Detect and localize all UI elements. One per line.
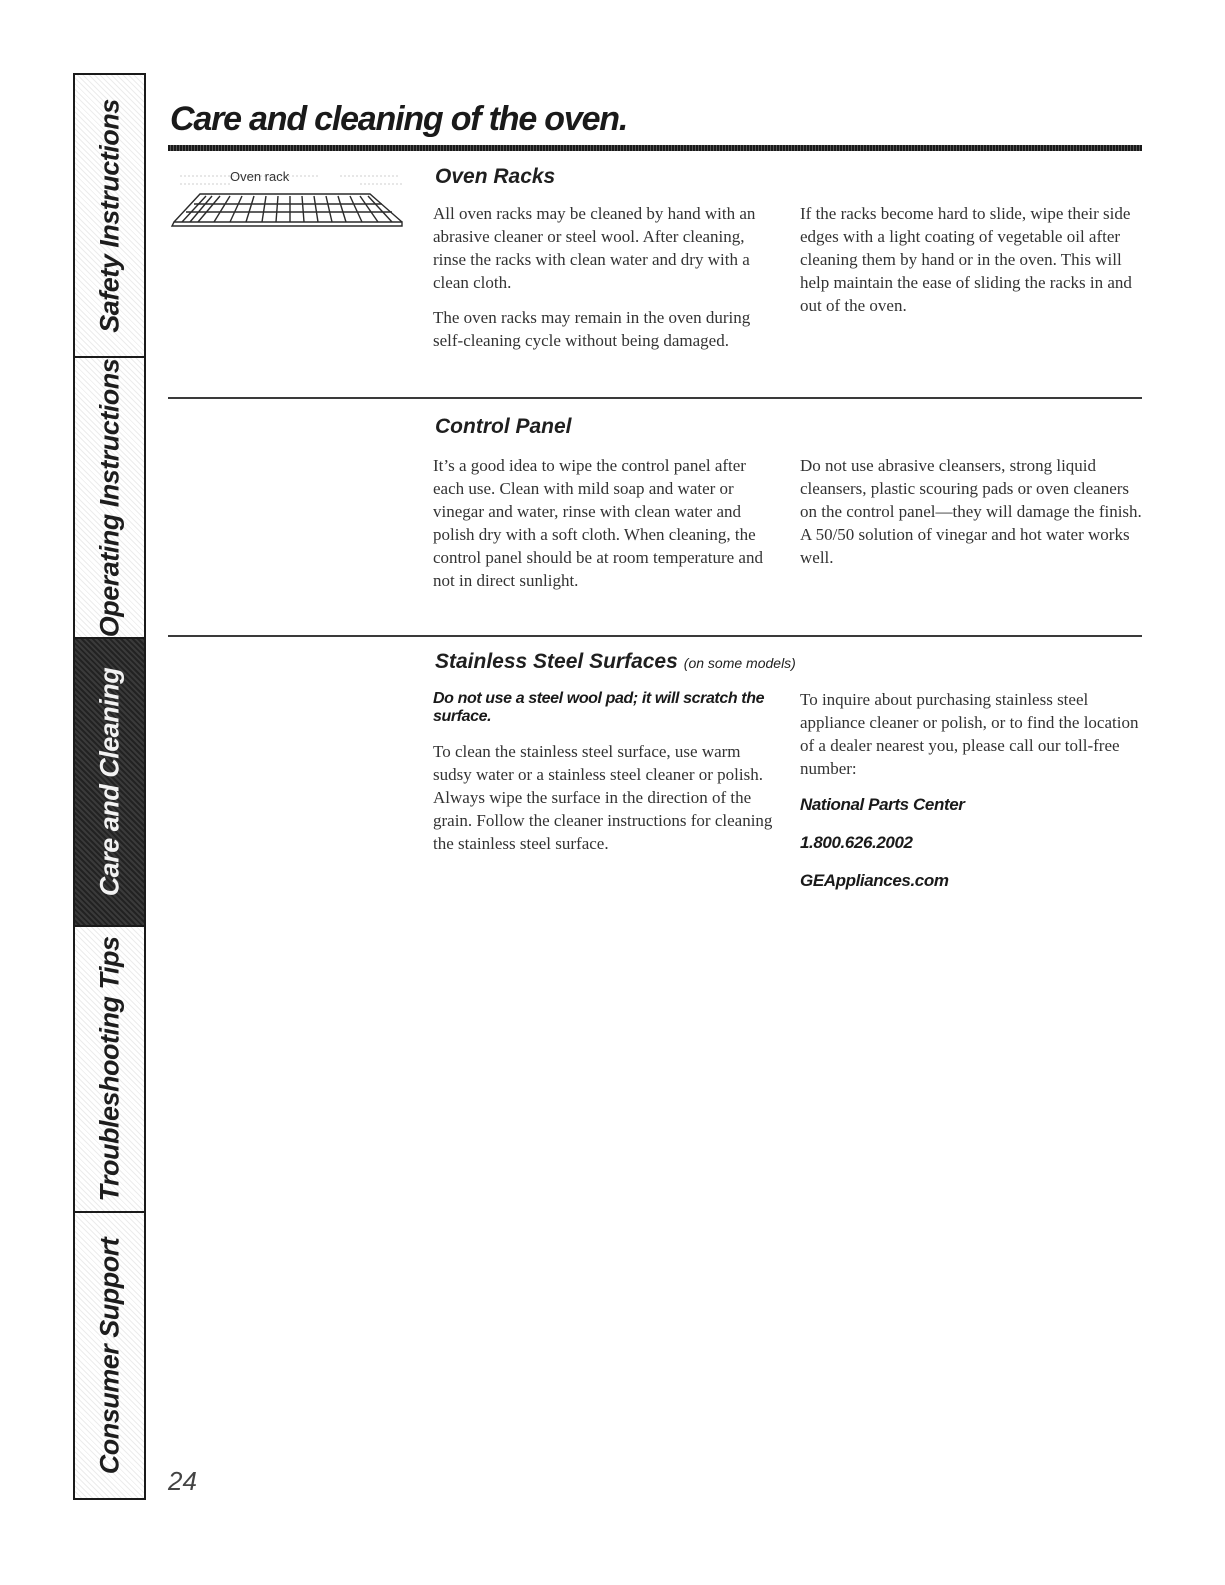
tab-label: Safety Instructions [94, 98, 124, 333]
tab-consumer-support[interactable] [75, 1213, 144, 1498]
contact-name: National Parts Center [800, 795, 965, 814]
section-title-oven-racks: Oven Racks [435, 165, 556, 188]
paragraph: To clean the stainless steel surface, use warm sudsy water or a stainless steel cleaner or polish. Always wipe the surface in the direction of the grain. Follow the cleaner instructions for cleaning the stainless steel surface. [433, 742, 773, 853]
oven-racks-left-column [433, 202, 778, 364]
paragraph: The oven racks may remain in the oven during self-cleaning cycle without being damaged. [433, 308, 751, 350]
paragraph: All oven racks may be cleaned by hand with an abrasive cleaner or steel wool. After cleaning, rinse the racks with clean water and dry with a clean cloth. [433, 204, 756, 292]
stainless-right-column [800, 688, 1145, 906]
page-title: Care and cleaning of the oven. [170, 100, 628, 138]
tab-label: Troubleshooting Tips [94, 936, 124, 1202]
tab-operating-instructions[interactable] [75, 358, 144, 639]
title-divider [168, 145, 1142, 151]
tab-care-and-cleaning[interactable] [75, 639, 144, 927]
tab-label: Operating Instructions [94, 358, 124, 637]
tab-troubleshooting-tips[interactable] [75, 927, 144, 1213]
control-panel-left-column [433, 454, 778, 604]
paragraph: To inquire about purchasing stainless steel appliance cleaner or polish, or to find the location of a dealer nearest you, please call our toll-free number: [800, 690, 1139, 778]
warning-text: Do not use a steel wool pad; it will scratch the surface. [433, 690, 765, 725]
page-number: 24 [168, 1466, 197, 1496]
website-link[interactable]: GEAppliances.com [800, 871, 949, 890]
paragraph: If the racks become hard to slide, wipe their side edges with a light coating of vegetable oil after cleaning them by hand or in the oven. This will help maintain the ease of sliding the racks in and out of the oven. [800, 204, 1132, 315]
oven-rack-illustration [170, 168, 410, 230]
contact-phone: 1.800.626.2002 [800, 833, 913, 852]
section-title-text: Stainless Steel Surfaces [435, 650, 678, 673]
control-panel-right-column [800, 454, 1145, 581]
section-title-control-panel: Control Panel [435, 415, 572, 438]
section-divider [168, 397, 1142, 399]
oven-racks-right-column [800, 202, 1145, 329]
section-divider [168, 635, 1142, 637]
tab-label: Care and Cleaning [94, 667, 124, 897]
figure-label: Oven rack [230, 169, 290, 184]
tab-safety-instructions[interactable] [75, 75, 144, 358]
section-title-stainless-steel [435, 650, 796, 674]
paragraph: Do not use abrasive cleansers, strong liquid cleansers, plastic scouring pads or oven cleaners on the control panel—they will damage the finish. A 50/50 solution of vinegar and hot water works well. [800, 456, 1142, 567]
section-subtitle: (on some models) [683, 655, 796, 671]
stainless-left-column [433, 690, 778, 867]
section-tabs [73, 73, 146, 1500]
paragraph: It’s a good idea to wipe the control panel after each use. Clean with mild soap and water or vinegar and water, rinse with clean water and polish dry with a soft cloth. When cleaning, the control panel should be at room temperature and not in direct sunlight. [433, 456, 763, 590]
tab-label: Consumer Support [94, 1237, 124, 1474]
